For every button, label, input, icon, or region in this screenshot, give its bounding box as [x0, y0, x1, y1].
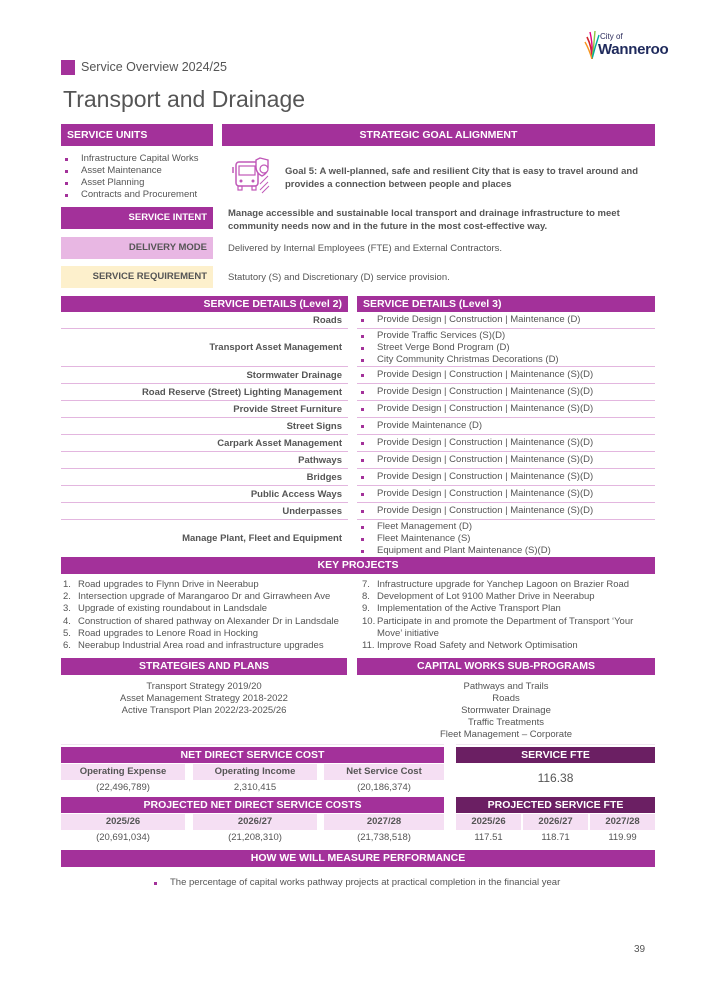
service-detail-level2: Carpark Asset Management [61, 435, 348, 452]
projected-cost-year: 2025/26 [61, 814, 185, 830]
net-cost-value: 2,310,415 [233, 782, 277, 793]
city-logo [584, 27, 674, 63]
service-intent-text: Manage accessible and sustainable local transport and drainage infrastructure to meet community needs now and in the future in the most cost-effective way. [228, 208, 620, 232]
divider [61, 744, 444, 745]
key-project-item: 9. Implementation of the Active Transport Plan [362, 603, 561, 615]
service-fte-value: 116.38 [537, 771, 574, 785]
service-detail-level2: Bridges [61, 469, 348, 486]
key-project-item: 4. Construction of shared pathway on Alexander Dr in Landsdale [63, 615, 339, 627]
service-detail-level3-item: Provide Design | Construction | Maintenance (S)(D) [357, 437, 655, 449]
net-cost-col-header: Operating Expense [61, 764, 185, 780]
service-detail-row [61, 486, 655, 503]
service-unit-item: Contracts and Procurement [61, 189, 216, 201]
service-unit-item: Asset Planning [61, 177, 216, 189]
service-detail-level2: Street Signs [61, 418, 348, 435]
service-detail-level3-item: Provide Design | Construction | Maintenance (S)(D) [357, 454, 655, 466]
key-project-item: 10. Participate in and promote the Department of Transport ‘Your Move’ initiative [362, 615, 634, 639]
service-detail-level3-item: City Community Christmas Decorations (D) [357, 354, 655, 366]
net-cost-col-header: Operating Income [193, 764, 317, 780]
service-detail-level2: Road Reserve (Street) Lighting Management [61, 384, 348, 401]
projected-fte-year: 2026/27 [523, 814, 588, 830]
service-detail-level3-item: Provide Design | Construction | Maintenance (S)(D) [357, 403, 655, 415]
key-projects-left-list [63, 579, 348, 652]
key-projects-right-list [362, 579, 652, 652]
goal-text: Goal 5: A well-planned, safe and resilient City that is easy to travel around and provides a connection between people and places [285, 166, 638, 190]
service-detail-level2: Roads [61, 312, 348, 329]
capital-works-header: CAPITAL WORKS SUB-PROGRAMS [357, 658, 655, 675]
service-unit-item: Infrastructure Capital Works [61, 153, 216, 165]
service-detail-row [61, 329, 655, 367]
service-fte-header: SERVICE FTE [456, 747, 655, 763]
net-cost-value: (20,186,374) [357, 782, 411, 793]
key-project-item: 5. Road upgrades to Lenore Road in Hocking [63, 627, 259, 639]
service-requirement-label: SERVICE REQUIREMENT [61, 266, 213, 288]
section-marker [61, 60, 75, 75]
service-detail-row [61, 312, 655, 329]
capital-works-item: Pathways and Trails [463, 681, 549, 692]
service-detail-level3-item: Street Verge Bond Program (D) [357, 342, 655, 354]
projected-fte-year: 2027/28 [590, 814, 655, 830]
service-unit-item: Asset Maintenance [61, 165, 216, 177]
key-project-item: 3. Upgrade of existing roundabout in Landsdale [63, 603, 268, 615]
service-detail-level2: Manage Plant, Fleet and Equipment [182, 533, 342, 544]
bus-shield-icon [230, 154, 274, 194]
service-detail-level3-item: Fleet Maintenance (S) [357, 533, 655, 545]
service-detail-level3-item: Provide Traffic Services (S)(D) [357, 330, 655, 342]
projected-fte-value: 118.71 [541, 832, 570, 843]
section-kicker: Service Overview 2024/25 [81, 60, 227, 74]
service-detail-level2: Provide Street Furniture [61, 401, 348, 418]
logo-text-city: City of [600, 32, 623, 41]
delivery-mode-text: Delivered by Internal Employees (FTE) and External Contractors. [228, 243, 503, 254]
service-detail-level3-item: Provide Design | Construction | Maintenance (S)(D) [357, 488, 655, 500]
capital-works-item: Roads [492, 693, 520, 704]
key-project-item: 6. Neerabup Industrial Area road and infrastructure upgrades [63, 640, 324, 652]
projected-fte-value: 117.51 [474, 832, 503, 843]
capital-works-item: Traffic Treatments [467, 717, 545, 728]
service-detail-row [61, 520, 655, 557]
net-cost-col-header: Net Service Cost [324, 764, 444, 780]
projected-cost-year: 2027/28 [324, 814, 444, 830]
service-detail-level2: Underpasses [61, 503, 348, 520]
net-cost-value: (22,496,789) [96, 782, 150, 793]
service-detail-row [61, 401, 655, 418]
service-detail-row [61, 435, 655, 452]
service-detail-level3-item: Equipment and Plant Maintenance (S)(D) [357, 545, 655, 557]
service-units-list [61, 153, 216, 201]
key-projects-header: KEY PROJECTS [61, 557, 655, 574]
service-detail-level3-item: Provide Design | Construction | Maintenance (S)(D) [357, 505, 655, 517]
projected-cost-year: 2026/27 [193, 814, 317, 830]
strategies-header: STRATEGIES AND PLANS [61, 658, 347, 675]
strategies-list [61, 681, 347, 717]
key-project-item: 8. Development of Lot 9100 Mather Drive in Neerabup [362, 591, 595, 603]
strategy-item: Transport Strategy 2019/20 [146, 681, 262, 692]
logo-text-name: Wanneroo [598, 41, 669, 58]
projected-cost-value: (21,738,518) [357, 832, 411, 843]
net-cost-header: NET DIRECT SERVICE COST [61, 747, 444, 763]
service-detail-level3-item: Provide Maintenance (D) [357, 420, 655, 432]
key-project-item: 7. Infrastructure upgrade for Yanchep Lagoon on Brazier Road [362, 579, 630, 590]
service-detail-level2: Pathways [61, 452, 348, 469]
performance-header: HOW WE WILL MEASURE PERFORMANCE [61, 850, 655, 867]
key-project-item: 1. Road upgrades to Flynn Drive in Neerabup [63, 579, 259, 590]
service-detail-row [61, 452, 655, 469]
projected-cost-value: (21,208,310) [228, 832, 282, 843]
service-detail-row [61, 384, 655, 401]
projected-fte-header: PROJECTED SERVICE FTE [456, 797, 655, 813]
service-requirement-text: Statutory (S) and Discretionary (D) service provision. [228, 272, 450, 283]
service-units-header: SERVICE UNITS [61, 124, 213, 146]
service-detail-level3-item: Provide Design | Construction | Maintenance (S)(D) [357, 386, 655, 398]
service-details-level2-header: SERVICE DETAILS (Level 2) [61, 296, 348, 312]
projected-cost-header: PROJECTED NET DIRECT SERVICE COSTS [61, 797, 444, 813]
strategic-goal-header: STRATEGIC GOAL ALIGNMENT [222, 124, 655, 146]
delivery-mode-label: DELIVERY MODE [61, 237, 213, 259]
service-detail-level3-item: Provide Design | Construction | Maintenance (S)(D) [357, 369, 655, 381]
divider [456, 744, 655, 745]
service-detail-level3-item: Fleet Management (D) [357, 521, 655, 533]
performance-list [150, 877, 650, 889]
projected-cost-value: (20,691,034) [96, 832, 150, 843]
service-detail-row [61, 418, 655, 435]
performance-item: The percentage of capital works pathway projects at practical completion in the financial year [150, 877, 650, 889]
projected-fte-year: 2025/26 [456, 814, 521, 830]
page-number: 39 [634, 944, 646, 955]
capital-works-item: Fleet Management – Corporate [439, 729, 573, 740]
key-project-item: 2. Intersection upgrade of Marangaroo Dr and Girrawheen Ave [63, 591, 331, 603]
projected-fte-value: 119.99 [608, 832, 637, 843]
page-title: Transport and Drainage [63, 86, 306, 112]
key-project-item: 11. Improve Road Safety and Network Optimisation [362, 640, 578, 652]
service-detail-level3-item: Provide Design | Construction | Maintenance (D) [357, 314, 655, 326]
service-detail-row [61, 503, 655, 520]
service-detail-level2: Stormwater Drainage [61, 367, 348, 384]
service-detail-row [61, 367, 655, 384]
capital-works-list [357, 681, 655, 741]
service-detail-level3-item: Provide Design | Construction | Maintenance (S)(D) [357, 471, 655, 483]
service-intent-label: SERVICE INTENT [61, 207, 213, 229]
service-detail-row [61, 469, 655, 486]
strategy-item: Active Transport Plan 2022/23-2025/26 [121, 705, 287, 716]
service-details-level3-header: SERVICE DETAILS (Level 3) [357, 296, 655, 312]
service-detail-level2: Public Access Ways [61, 486, 348, 503]
strategy-item: Asset Management Strategy 2018-2022 [120, 693, 288, 704]
capital-works-item: Stormwater Drainage [461, 705, 551, 716]
service-detail-level2: Transport Asset Management [61, 329, 348, 367]
